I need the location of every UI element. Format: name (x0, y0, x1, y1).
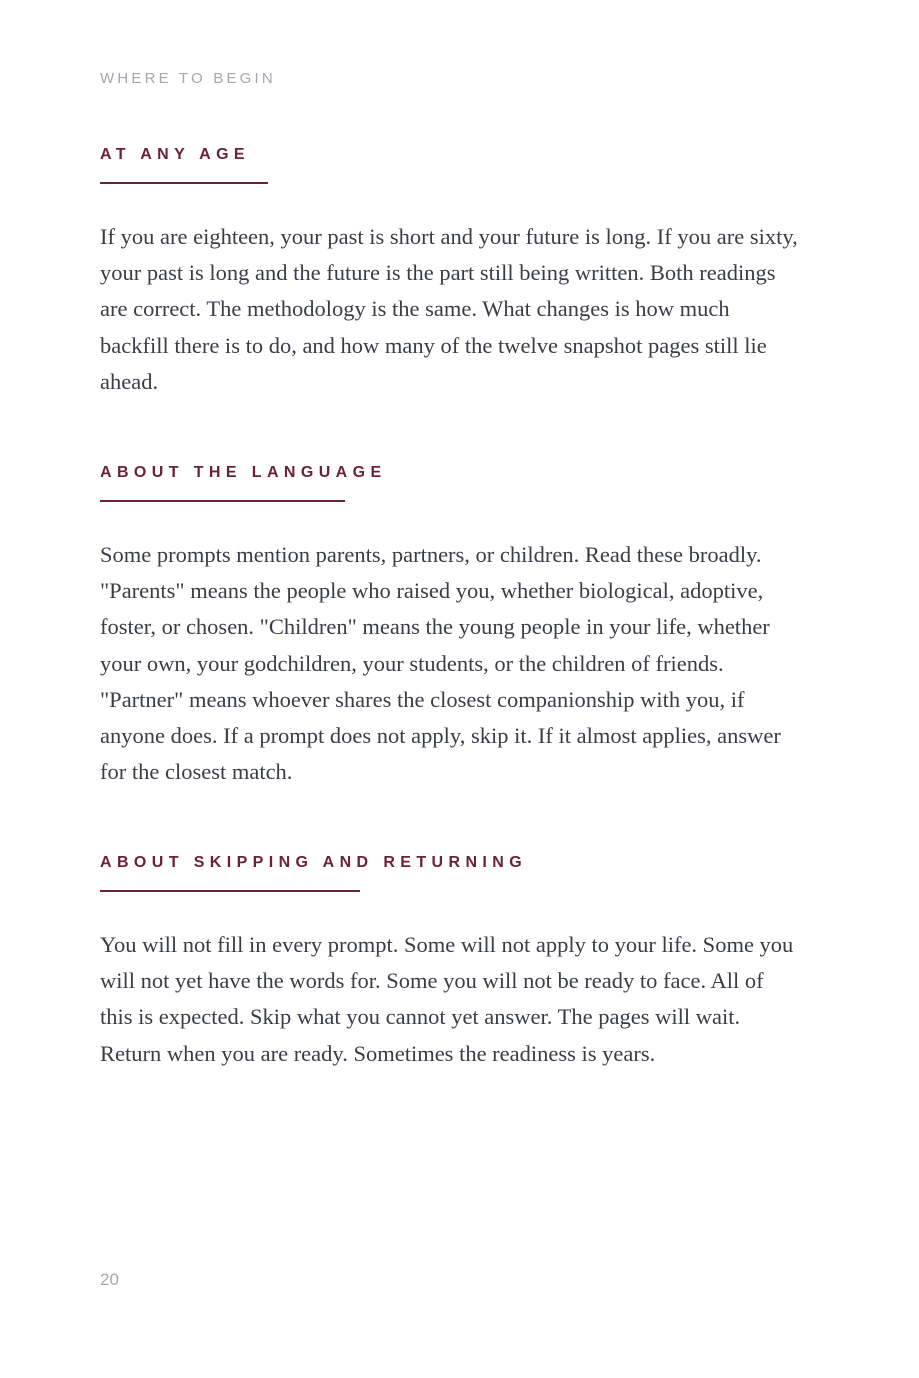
section-heading: ABOUT THE LANGUAGE (100, 464, 387, 481)
section-about-skipping-and-returning (100, 853, 800, 1072)
section-at-any-age (100, 145, 800, 400)
heading-rule (100, 182, 268, 184)
heading-rule (100, 500, 345, 502)
section-body: You will not fill in every prompt. Some will not apply to your life. Some you will not yet have the words for. Some you will not be ready to face. All of this is expected. Skip what you cannot yet answer. The pages will wait. Return when you are ready. Sometimes the readiness is years. (100, 932, 794, 1066)
section-body: If you are eighteen, your past is short and your future is long. If you are sixty, your past is long and the future is the part still being written. Both readings are correct. The methodology is the same. What changes is how much backfill there is to do, and how many of the twelve snapshot pages still lie ahead. (100, 224, 798, 394)
section-body: Some prompts mention parents, partners, or children. Read these broadly. "Parents" means the people who raised you, whether biological, adoptive, foster, or chosen. "Children" means the young people in your life, whether your own, your godchildren, your students, or the children of friends. "Partner" means whoever shares the closest companionship with you, if anyone does. If a prompt does not apply, skip it. If it almost applies, answer for the closest match. (100, 542, 781, 785)
section-about-the-language (100, 463, 800, 790)
section-heading: AT ANY AGE (100, 146, 251, 163)
heading-rule (100, 890, 360, 892)
running-head: WHERE TO BEGIN (100, 70, 276, 87)
page-number: 20 (100, 1270, 119, 1289)
section-heading: ABOUT SKIPPING AND RETURNING (100, 854, 528, 871)
